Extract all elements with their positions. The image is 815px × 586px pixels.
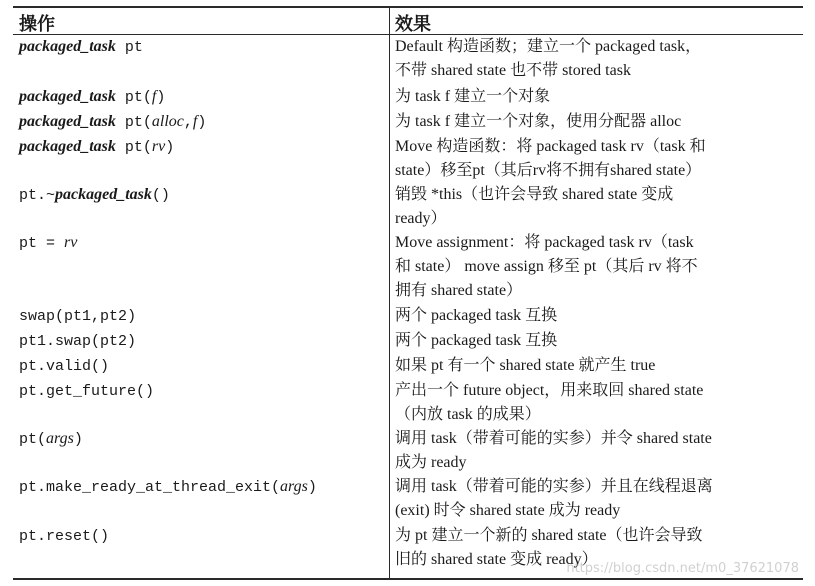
effect-line: （内放 task 的成果） bbox=[395, 406, 541, 423]
effect-cell bbox=[395, 329, 797, 353]
effect-cell bbox=[395, 379, 797, 427]
effect-cell bbox=[395, 354, 797, 378]
table-row bbox=[13, 475, 803, 524]
effect-line: 旧的 shared state 变成 ready） bbox=[395, 551, 598, 568]
effect-cell bbox=[395, 135, 797, 183]
effect-line: 为 task f 建立一个对象，使用分配器 alloc bbox=[395, 113, 682, 130]
table-row bbox=[13, 304, 803, 329]
table-row bbox=[13, 135, 803, 183]
effect-line: 不带 shared state 也不带 stored task bbox=[395, 62, 631, 79]
effect-line: 产出一个 future object，用来取回 shared state bbox=[395, 382, 704, 399]
operation-cell: pt = rv bbox=[19, 234, 78, 252]
operation-cell: packaged_task pt bbox=[19, 38, 143, 56]
effect-line: 拥有 shared state） bbox=[395, 282, 523, 299]
operation-cell: packaged_task pt(alloc,f) bbox=[19, 113, 207, 131]
table-row bbox=[13, 35, 803, 85]
operation-cell: pt.~packaged_task() bbox=[19, 186, 170, 204]
effect-line: Move 构造函数：将 packaged task rv（task 和 bbox=[395, 138, 706, 155]
effect-line: state）移至pt（其后rv将不拥有shared state） bbox=[395, 162, 702, 179]
effect-line: 为 task f 建立一个对象 bbox=[395, 88, 551, 105]
column-divider bbox=[389, 8, 390, 34]
table-body bbox=[13, 35, 803, 578]
effect-line: Move assignment：将 packaged task rv（task bbox=[395, 234, 694, 251]
effect-line: (exit) 时令 shared state 成为 ready bbox=[395, 502, 621, 519]
effect-cell bbox=[395, 110, 797, 134]
effect-line: 调用 task（带着可能的实参）并且在线程退离 bbox=[395, 478, 713, 495]
effect-cell bbox=[395, 475, 797, 523]
effect-line: 为 pt 建立一个新的 shared state（也许会导致 bbox=[395, 527, 703, 544]
table-row bbox=[13, 427, 803, 475]
operation-cell: pt(args) bbox=[19, 430, 83, 448]
effect-cell bbox=[395, 35, 797, 83]
operations-table bbox=[13, 6, 803, 580]
effect-line: 销毁 *this（也许会导致 shared state 变成 bbox=[395, 186, 674, 203]
table-row bbox=[13, 85, 803, 110]
watermark: https://blog.csdn.net/m0_37621078 bbox=[566, 561, 799, 576]
table-row bbox=[13, 183, 803, 231]
operation-cell: pt.make_ready_at_thread_exit(args) bbox=[19, 478, 317, 496]
effect-line: 如果 pt 有一个 shared state 就产生 true bbox=[395, 357, 656, 374]
operation-cell: pt.get_future() bbox=[19, 383, 155, 400]
effect-line: 调用 task（带着可能的实参）并令 shared state bbox=[395, 430, 712, 447]
table-row bbox=[13, 110, 803, 135]
table-header bbox=[13, 8, 803, 35]
effect-line: ready） bbox=[395, 210, 447, 227]
effect-line: 两个 packaged task 互换 bbox=[395, 307, 558, 324]
effect-line: Default 构造函数；建立一个 packaged task， bbox=[395, 38, 702, 55]
table-row bbox=[13, 329, 803, 354]
effect-cell bbox=[395, 183, 797, 231]
operation-cell: packaged_task pt(f) bbox=[19, 88, 166, 106]
table-row bbox=[13, 231, 803, 304]
table-row bbox=[13, 354, 803, 379]
operation-cell: packaged_task pt(rv) bbox=[19, 138, 175, 156]
effect-cell bbox=[395, 85, 797, 109]
header-operation: 操作 bbox=[19, 14, 55, 35]
operation-cell: pt1.swap(pt2) bbox=[19, 333, 137, 350]
effect-line: 两个 packaged task 互换 bbox=[395, 332, 558, 349]
table-row bbox=[13, 379, 803, 427]
operation-cell: pt.reset() bbox=[19, 528, 110, 545]
effect-line: 和 state） move assign 移至 pt（其后 rv 将不 bbox=[395, 258, 698, 275]
effect-cell bbox=[395, 427, 797, 475]
operation-cell: swap(pt1,pt2) bbox=[19, 308, 137, 325]
effect-cell bbox=[395, 304, 797, 328]
header-effect: 效果 bbox=[395, 14, 431, 35]
effect-line: 成为 ready bbox=[395, 454, 467, 471]
effect-cell bbox=[395, 231, 797, 303]
operation-cell: pt.valid() bbox=[19, 358, 110, 375]
